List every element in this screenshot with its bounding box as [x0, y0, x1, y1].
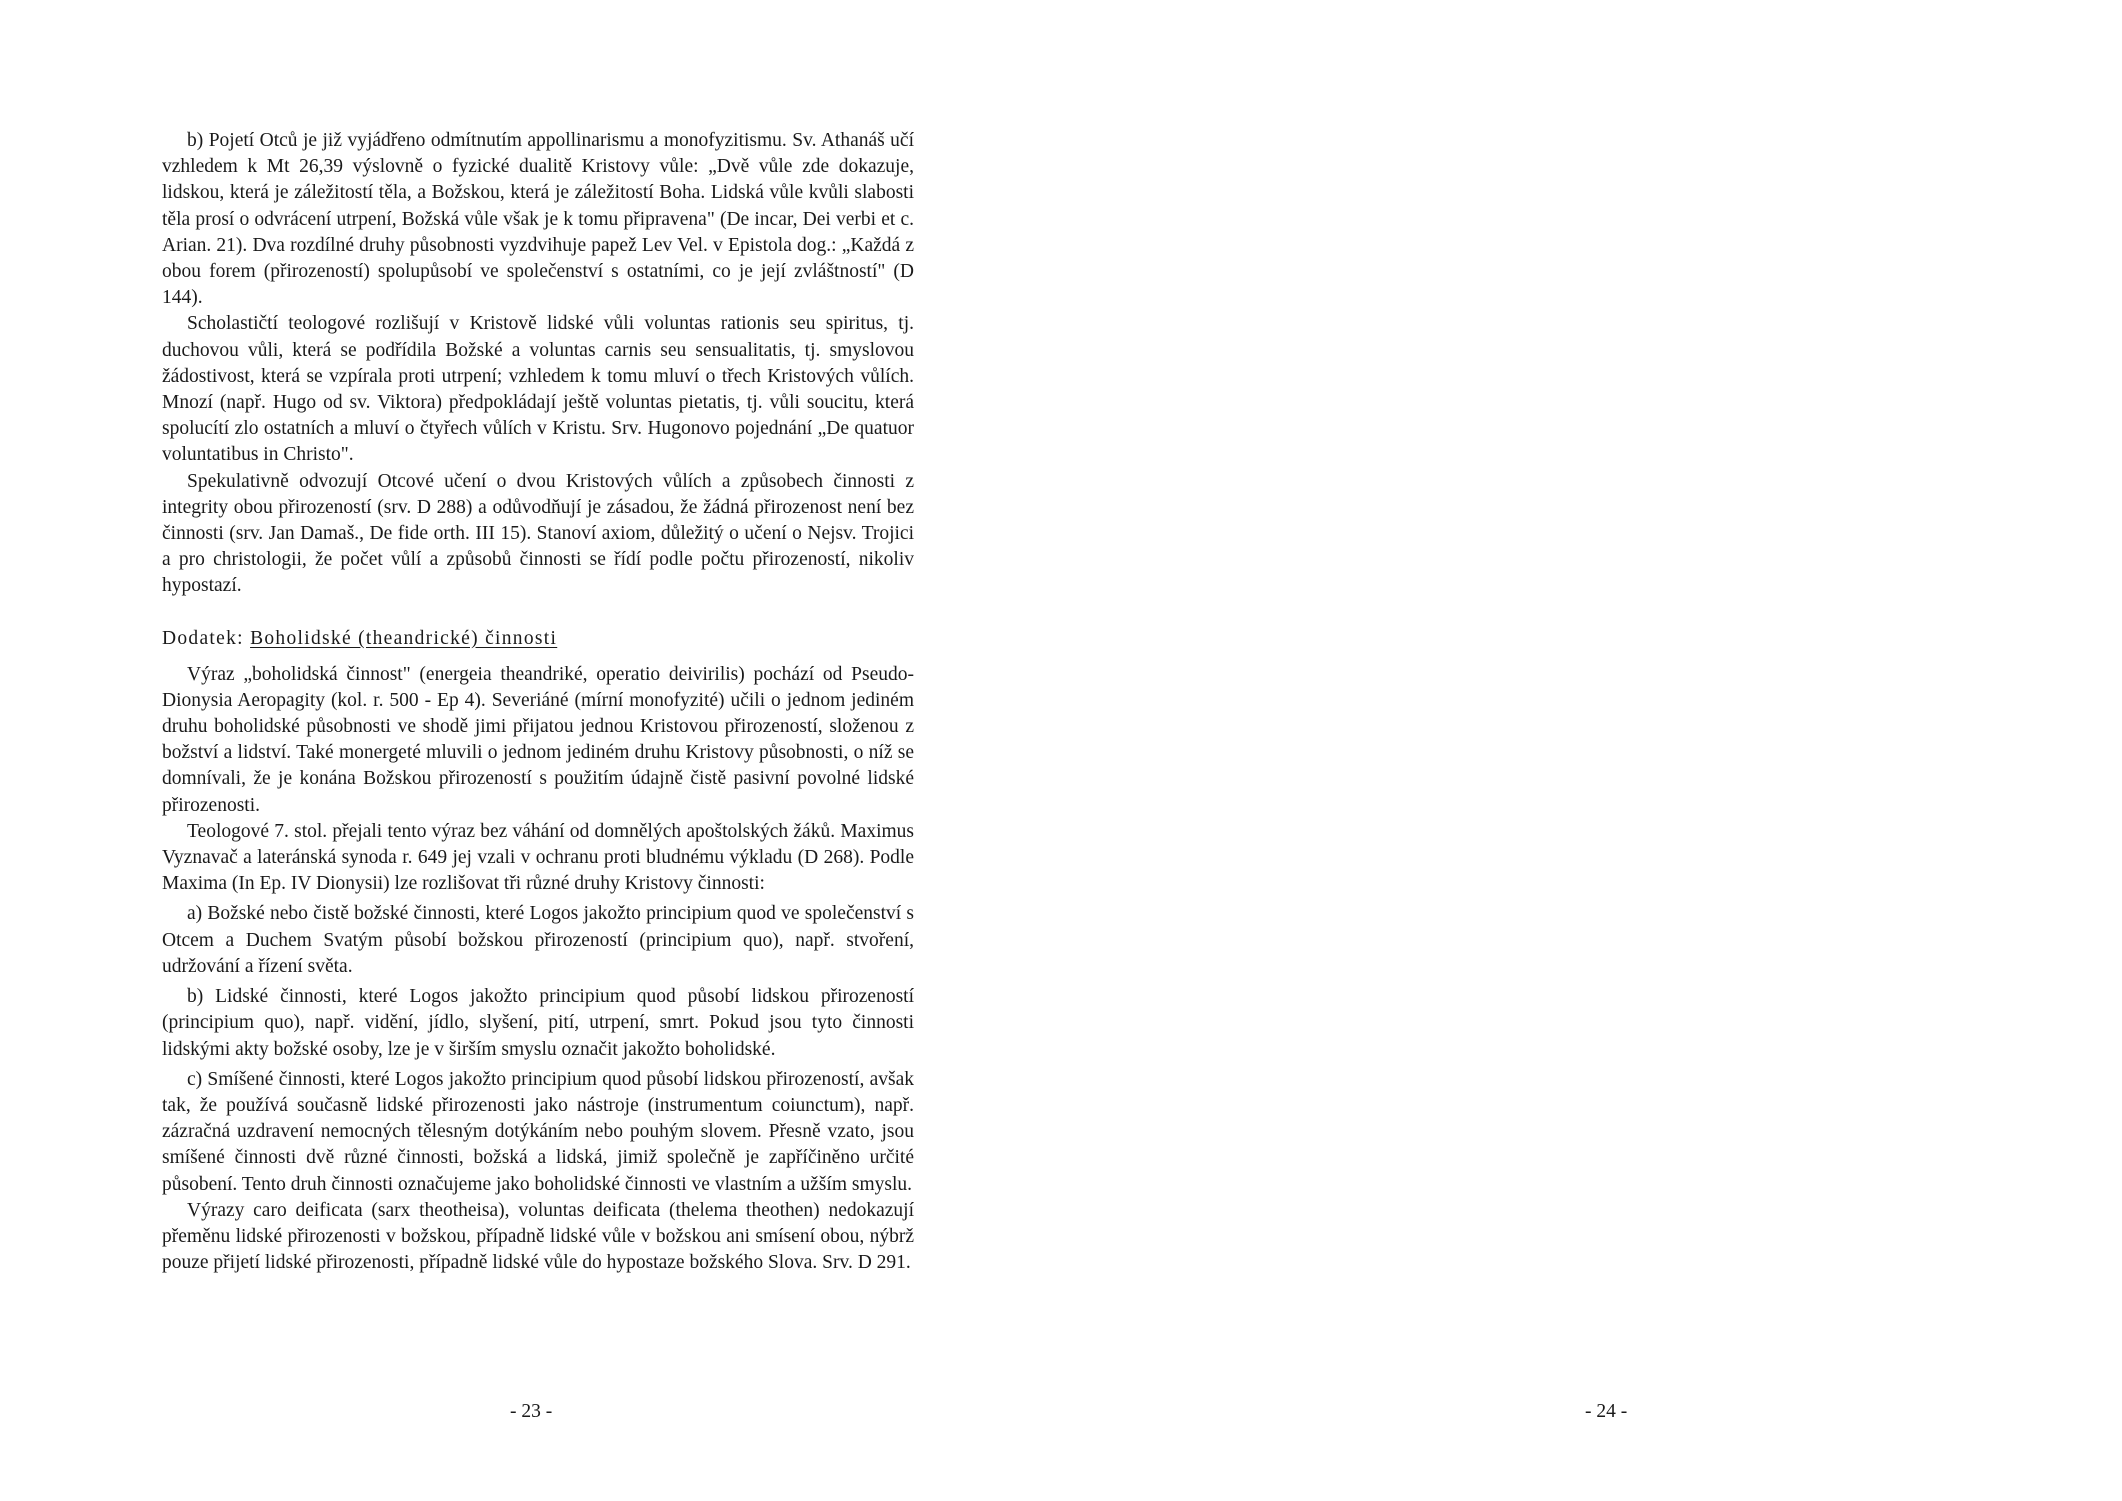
addendum-heading [162, 626, 914, 652]
main-text [162, 128, 914, 600]
list-item-human: b) Lidské činnosti, které Logos jakožto principium quod působí lidskou přirozeností (principium quo), např. vidění, jídlo, slyšení, pití, utrpení, smrt. Pokud jsou tyto činnosti lidskými akty božské osoby, lze je v širším smyslu označit jakožto boholidské. [162, 986, 914, 1060]
paragraph-athanasius: b) Pojetí Otců je již vyjádřeno odmítnutím appollinarismu a monofyzitismu. Sv. Athanáš učí vzhledem k Mt 26,39 výslovně o fyzické dualitě Kristovy vůle: „Dvě vůle zde dokazuje, lidskou, která je záležitostí těla, a Božskou, která je záležitostí Boha. Lidská vůle kvůli slabosti těla prosí o odvrácení utrpení, Božská vůle však je k tomu připravena" (De incar, Dei verbi et c. Arian. 21). Dva rozdílné druhy působnosti vyzdvihuje papež Lev Vel. v Epistola dog.: „Každá z obou forem (přirozeností) spolupůsobí ve společenství s ostatními, co je její zvláštností" (D 144). [162, 130, 914, 309]
paragraph-theologians: Teologové 7. stol. přejali tento výraz bez váhání od domnělých apoštolských žáků. Maximus Vyznavač a lateránská synoda r. 649 jej vzali v ochranu proti bludnému výkladu (D 268). Podle Maxima (In Ep. IV Dionysii) lze rozlišovat tři různé druhy Kristovy činnosti: [162, 820, 914, 895]
list-item-mixed: c) Smíšené činnosti, které Logos jakožto principium quod působí lidskou přirozeností, avšak tak, že používá současně lidské přirozenosti jako nástroje (instrumentum coiunctum), např. zázračná uzdravení nemocných tělesným dotýkáním nebo pouhým slovem. Přesně vzato, jsou smíšené činnosti dvě různé činnosti, božská a lidská, jimiž společně je zapříčiněno určité působení. Tento druh činnosti označujeme jako boholidské činnosti ve vlastním a užším smyslu. [162, 1068, 914, 1195]
page-number-right: - 24 - [1585, 1401, 1628, 1422]
paragraph-term-origin: Výraz „boholidská činnost" (energeia theandriké, operatio deivirilis) pochází od Pseudo-Dionysia Aeropagity (kol. r. 500 - Ep 4). Severiáné (mírní monofyzité) učili o jednom jediném druhu boholidské působnosti ve shodě jimi přijatou jednou Kristovou přirozeností, složenou z božství a lidství. Také monergeté mluvili o jednom jediném druhu Kristovy působnosti, o níž se domnívali, že je konána Božskou přirozeností s použitím údajně čistě pasivní povolné lidské přirozenosti. [162, 663, 914, 816]
paragraph-scholastics: Scholastičtí teologové rozlišují v Kristově lidské vůli voluntas rationis seu spiritus, tj. duchovou vůli, která se podřídila Božské a voluntas carnis seu sensualitatis, tj. smyslovou žádostivost, která se vzpírala proti utrpení; vzhledem k tomu mluví o třech Kristových vůlích. Mnozí (např. Hugo od sv. Viktora) předpokládají ještě voluntas pietatis, tj. vůli soucitu, která spolucítí zlo ostatních a mluví o čtyřech vůlích v Kristu. Srv. Hugonovo pojednání „De quatuor voluntatibus in Christo". [162, 313, 914, 466]
page-number-left: - 23 - [510, 1401, 553, 1422]
addendum-prefix: Dodatek: [162, 627, 251, 649]
list-item-divine: a) Božské nebo čistě božské činnosti, které Logos jakožto principium quod ve společenství s Otcem a Duchem Svatým působí božskou přirozeností (principium quo), např. stvoření, udržování a řízení světa. [162, 903, 914, 977]
left-page [162, 128, 914, 1276]
paragraph-expressions: Výrazy caro deificata (sarx theotheisa), voluntas deificata (thelema theothen) nedokazují přeměnu lidské přirozenosti v božskou, případně lidské vůle v božskou ani smísení obou, nýbrž pouze přijetí lidské přirozenosti, případně lidské vůle do hypostaze božského Slova. Srv. D 291. [162, 1199, 914, 1274]
paragraph-speculative: Spekulativně odvozují Otcové učení o dvou Kristových vůlích a způsobech činnosti z integrity obou přirozeností (srv. D 288) a odůvodňují je zásadou, že žádná přirozenost není bez činnosti (srv. Jan Damaš., De fide orth. III 15). Stanoví axiom, důležitý o učení o Nejsv. Trojici a pro christologii, že počet vůlí a způsobů činnosti se řídí podle počtu přirozeností, nikoliv hypostazí. [162, 470, 914, 597]
addendum-text [162, 662, 914, 1277]
addendum-title: Boholidské (theandrické) činnosti [250, 627, 558, 649]
